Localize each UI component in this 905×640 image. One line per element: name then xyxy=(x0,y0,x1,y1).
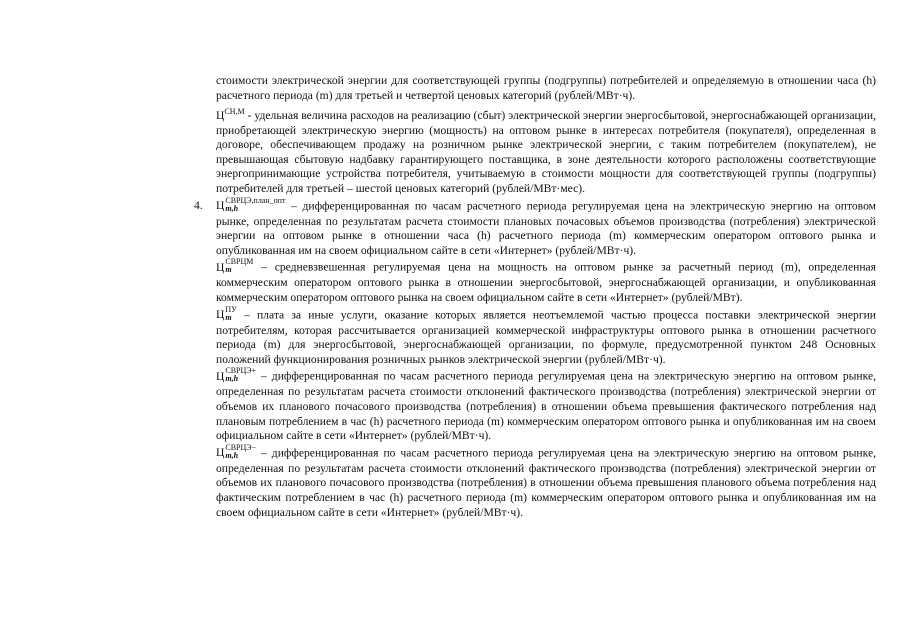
list-item-4 xyxy=(194,195,876,259)
definition-text: – дифференцированная по часам расчетного периода регулируемая цена на электрическую энергию на оптовом рынке, определенная по результатам расчета стоимости отклонений фактического производства (потребления) электрической энергии от объемов их планового почасового производства (потребления) в отношении объема превышения планового объема потребления над фактическим потреблением в час (h) расчетного периода (m) коммерческим оператором оптового рынка и опубликованная им на своем официальном сайте в сети «Интернет» (рублей/МВт·ч). xyxy=(216,446,876,519)
formula-symbol: Ц СВРЦЭ,план_опт m,h xyxy=(216,195,286,213)
definition-text: – дифференцированная по часам расчетного периода регулируемая цена на электрическую энергию на оптовом рынке, определенная по результатам расчета стоимости плановых почасовых объемов производства (потребления) электрической энергии на оптовом рынке в отношении часа (h) расчетного периода (m) коммерческим оператором оптового рынка и опубликованная им на своем официальном сайте в сети «Интернет» (рублей/МВт·ч). xyxy=(216,199,876,257)
paragraph-continuation xyxy=(216,74,876,103)
definition-sn-m xyxy=(216,105,876,196)
definition-text: – плата за иные услуги, оказание которых является неотъемлемой частью процесса поставки электрической энергии потребителям, которая рассчитывается организацией коммерческой инфраструктуры оптового рынка в отношении расчетного периода (m) для энергосбытовой, энергоснабжающей организации, по формуле, предусмотренной пунктом 248 Основных положений функционирования розничных рынков электрической энергии (рублей/МВт·ч). xyxy=(216,308,876,366)
document-body xyxy=(194,74,876,522)
definition-text: - удельная величина расходов на реализацию (сбыт) электрической энергии энергосбытовой, энергоснабжающей организации, приобретающей электрическую энергию (мощность) на оптовом рынке в интересах потребителя (покупателя), определенная в договоре, обеспечивающем продажу на розничном рынке электрической энергии, с таким потребителем (покупателем), не превышающая сбытовую надбавку гарантирующего поставщика, в зоне деятельности которого расположены соответствующие энергопринимающие устройства потребителя, учитываемую в стоимости мощности для соответствующей группы (подгруппы) потребителей для третьей – шестой ценовых категорий (рублей/МВт·мес). xyxy=(216,109,876,196)
definition-svrce-plan xyxy=(216,195,876,259)
list-number: 4. xyxy=(194,198,203,212)
formula-symbol: Ц ПУ m xyxy=(216,304,237,322)
definition-svrce-plus xyxy=(216,366,876,443)
paragraph-text: стоимости электрической энергии для соответствующей группы (подгруппы) потребителей и определяемую в отношении часа (h) расчетного периода (m) для третьей и четвертой ценовых категорий (рублей/МВт·ч). xyxy=(216,74,876,102)
formula-symbol: Ц СВРЦЭ+ m,h xyxy=(216,366,257,384)
formula-symbol: Ц СВРЦЭ− m,h xyxy=(216,442,257,460)
formula-symbol: Ц СВРЦМ m xyxy=(216,257,254,275)
definition-pu xyxy=(216,304,876,368)
definition-text: – средневзвешенная регулируемая цена на мощность на оптовом рынке за расчетный период (m), определенная коммерческим оператором оптового рынка в отношении энергосбытовой, энергоснабжающей организации, и опубликованная коммерческим оператором оптового рынка на своем официальном сайте в сети «Интернет» (рублей/МВт). xyxy=(216,261,876,304)
definition-svrcm xyxy=(216,257,876,305)
formula-symbol: $Ц^{СН,М}$ xyxy=(216,107,245,123)
definition-text: – дифференцированная по часам расчетного периода регулируемая цена на электрическую энергию на оптовом рынке, определенная по результатам расчета стоимости отклонений фактического производства (потребления) электрической энергии от объемов их планового почасового производства (потребления) в отношении объема превышения фактического потребления над плановым потреблением в час (h) расчетного периода (m) коммерческим оператором оптового рынка и опубликованная им на своем официальном сайте в сети «Интернет» (рублей/МВт·ч). xyxy=(216,370,876,443)
definition-svrce-minus xyxy=(216,442,876,520)
